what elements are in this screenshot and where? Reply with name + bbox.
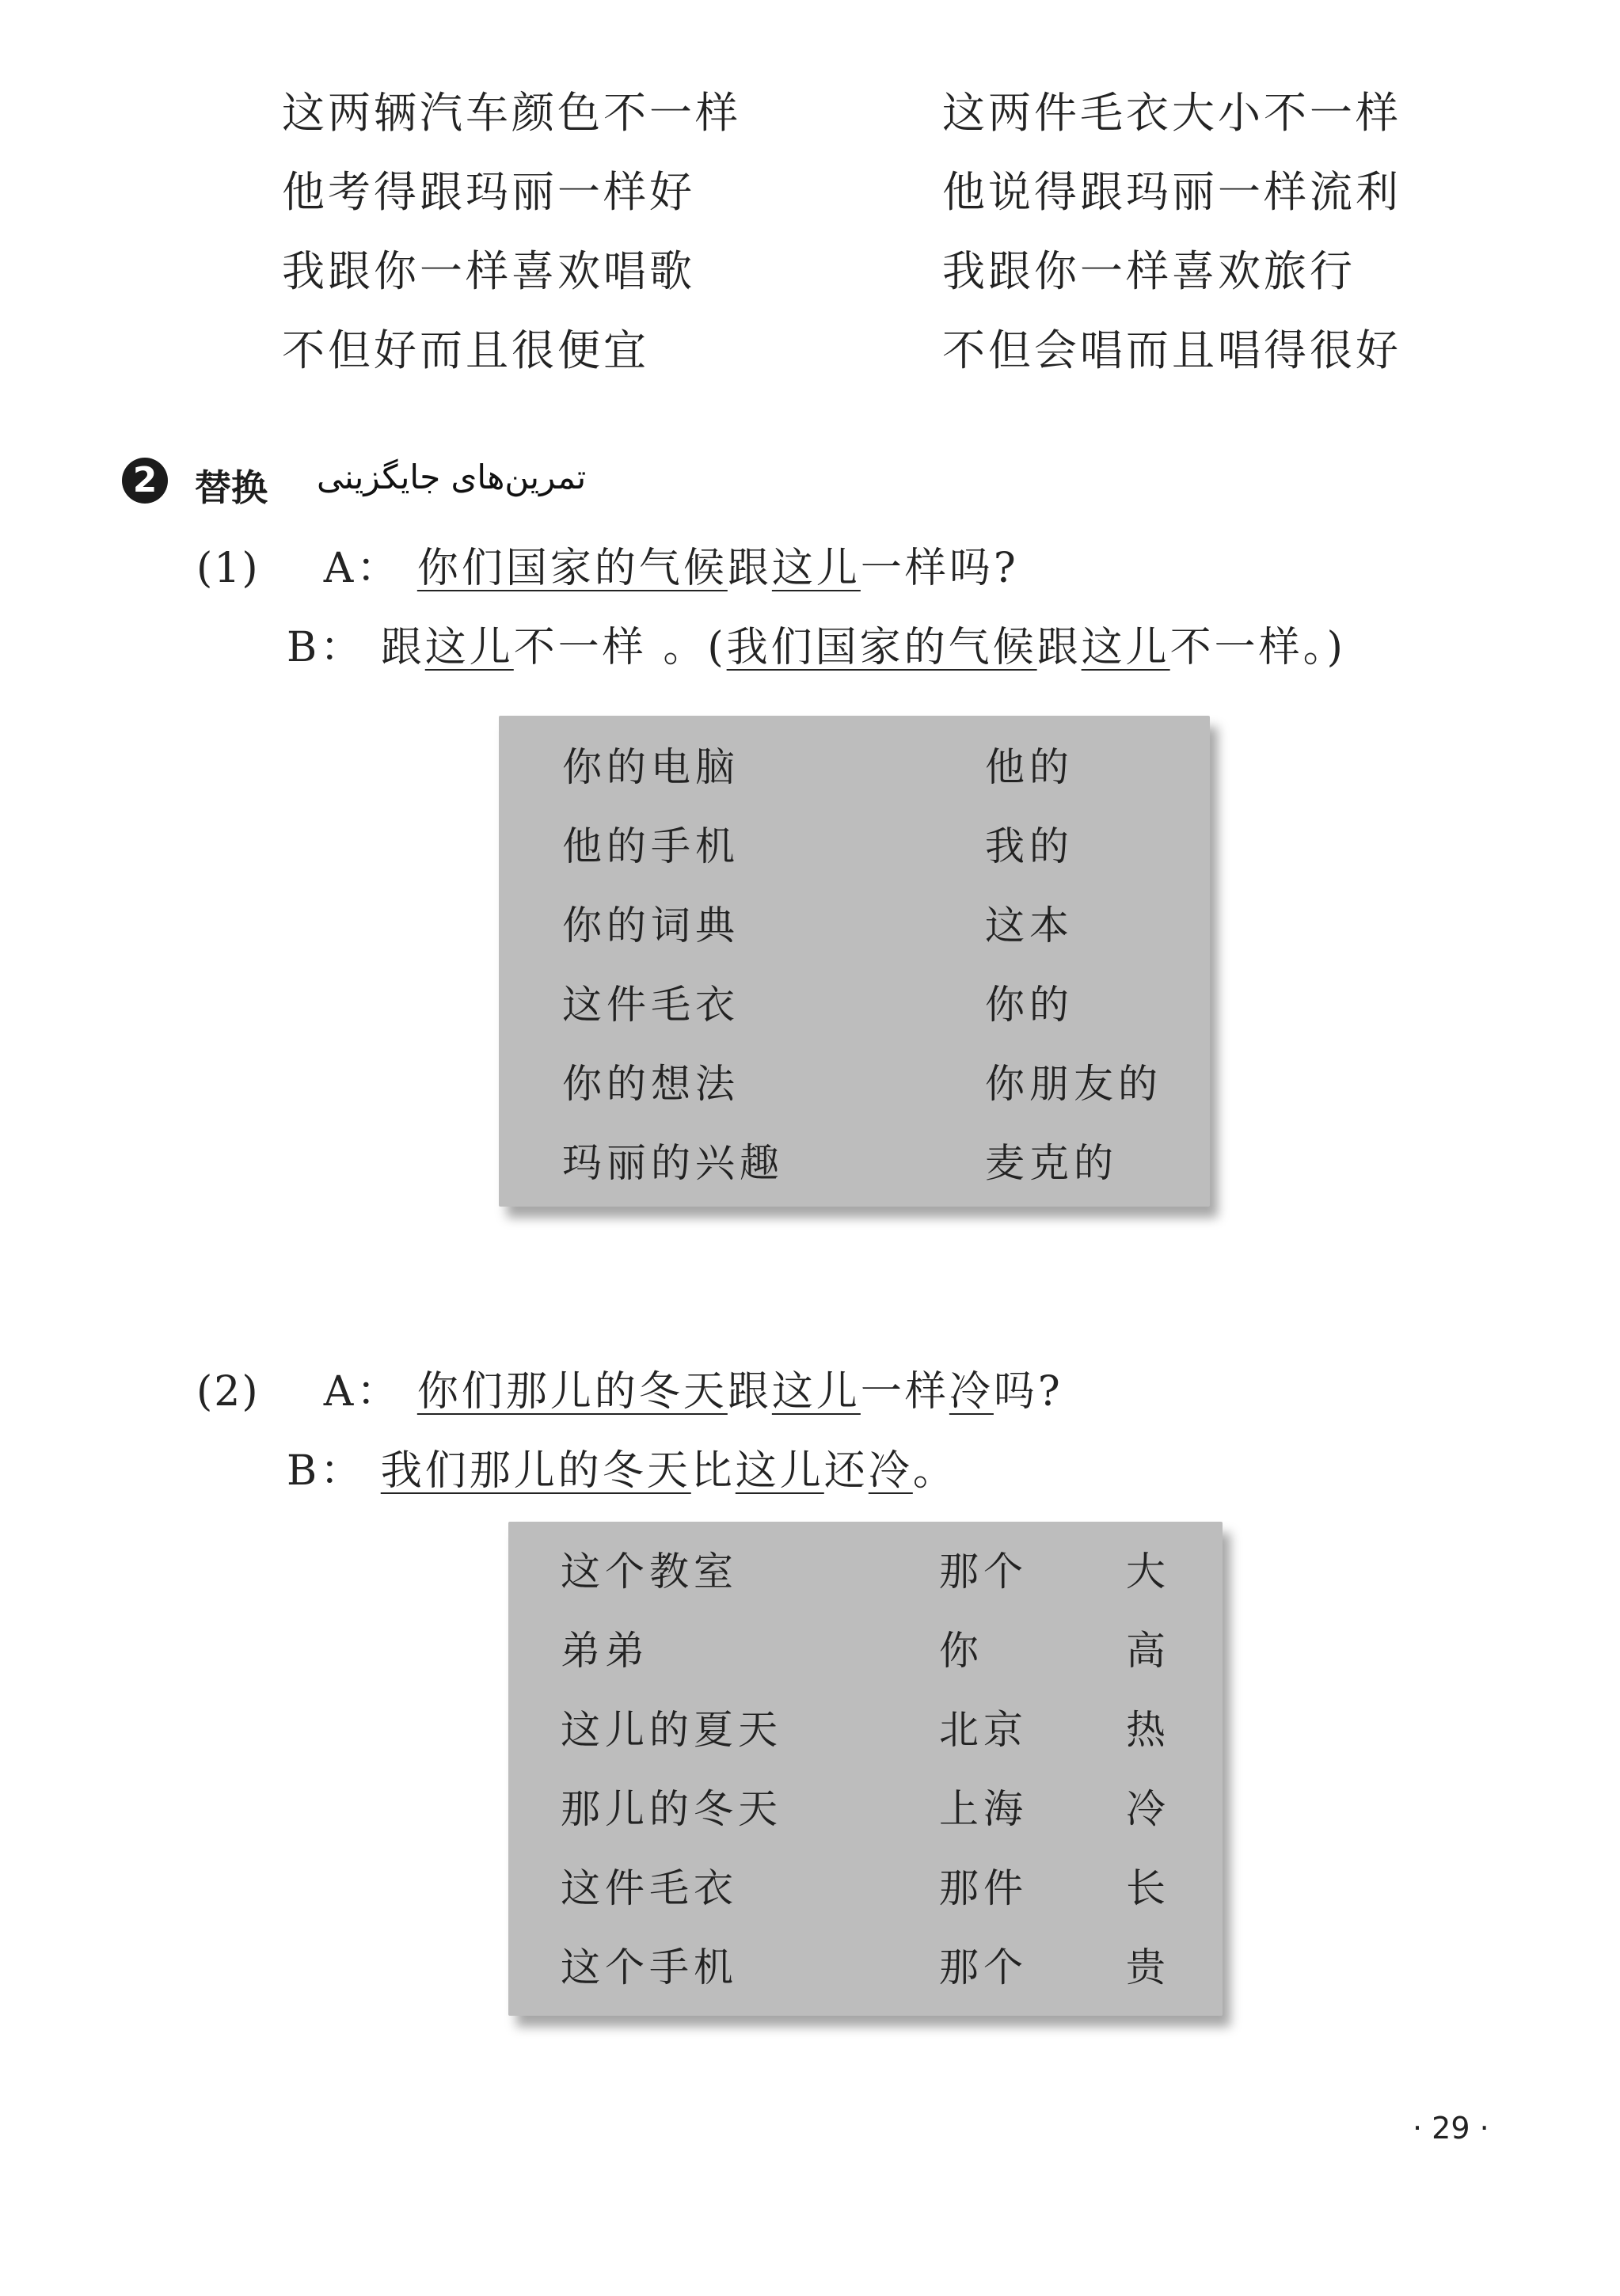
phrase-left-3: 我跟你一样喜欢唱歌 (282, 246, 695, 296)
exercise2-substitution-box (508, 1522, 1223, 2016)
slot-compare: 这儿 (735, 1447, 824, 1495)
slot-compare: 这儿 (771, 1368, 861, 1416)
ex1-row3-col1: 你的词典 (562, 903, 740, 948)
text-fragment: 不一样。) (1169, 624, 1346, 671)
speaker-a: A： (323, 1368, 401, 1416)
ex1-row4-col1: 这件毛衣 (562, 982, 740, 1028)
ex2-row6-col1: 这个手机 (561, 1944, 738, 1990)
slot-subject: 你们国家的气候 (416, 545, 728, 592)
ex1-row6-col1: 玛丽的兴趣 (562, 1140, 784, 1186)
ex2-row6-col2: 那个 (939, 1944, 1028, 1990)
ex1-row1-col1: 你的电脑 (562, 744, 740, 790)
ex2-row1-col2: 那个 (939, 1549, 1028, 1595)
ex1-row5-col2: 你朋友的 (985, 1061, 1162, 1107)
text-fragment: 吗? (993, 1368, 1063, 1416)
ex1-row6-col2: 麦克的 (985, 1140, 1118, 1186)
ex2-row5-col3: 长 (1126, 1865, 1170, 1911)
speaker-b: B： (287, 624, 365, 671)
ex1-row4-col2: 你的 (985, 982, 1074, 1028)
ex2-row1-col3: 大 (1126, 1549, 1170, 1595)
exercise1-line-a (196, 545, 1019, 592)
phrase-right-3: 我跟你一样喜欢旅行 (942, 246, 1356, 296)
exercise1-substitution-box (499, 716, 1210, 1207)
ex2-row5-col1: 这件毛衣 (561, 1865, 738, 1911)
ex2-row3-col3: 热 (1126, 1707, 1170, 1753)
page-number: · 29 · (1413, 2111, 1489, 2146)
phrase-right-1: 这两件毛衣大小不一样 (942, 88, 1401, 138)
exercise2-line-b (287, 1447, 957, 1495)
ex1-row1-col2: 他的 (985, 744, 1074, 790)
slot-compare: 这儿 (771, 545, 861, 592)
exercise2-line-a (196, 1368, 1063, 1416)
phrase-left-4: 不但好而且很便宜 (282, 325, 649, 375)
phrase-left-2: 他考得跟玛丽一样好 (282, 167, 695, 217)
ex2-row2-col3: 高 (1126, 1628, 1170, 1674)
text-fragment: 还 (823, 1447, 869, 1495)
ex2-row4-col1: 那儿的冬天 (561, 1786, 782, 1832)
text-fragment: 。( (646, 624, 727, 671)
speaker-a: A： (323, 545, 401, 592)
slot-subject: 你们那儿的冬天 (416, 1368, 728, 1416)
slot-compare: 这儿 (1081, 624, 1170, 671)
text-fragment: 比 (690, 1447, 736, 1495)
ex1-row3-col2: 这本 (985, 903, 1074, 948)
slot-compare: 这儿 (424, 624, 514, 671)
ex2-row1-col1: 这个教室 (561, 1549, 738, 1595)
phrase-left-1: 这两辆汽车颜色不一样 (282, 88, 741, 138)
text-fragment: 。 (912, 1447, 957, 1495)
section-number-badge: 2 (122, 458, 168, 504)
ex2-row4-col2: 上海 (939, 1786, 1028, 1832)
ex2-row3-col2: 北京 (939, 1707, 1028, 1753)
text-fragment: 不一样 (513, 624, 647, 671)
phrase-right-2: 他说得跟玛丽一样流利 (942, 167, 1401, 217)
phrase-right-4: 不但会唱而且唱得很好 (942, 325, 1401, 375)
text-fragment: 一样吗? (860, 545, 1019, 592)
text-fragment: 跟 (727, 545, 772, 592)
ex1-row2-col1: 他的手机 (562, 823, 740, 869)
ex2-row4-col3: 冷 (1126, 1786, 1170, 1832)
ex1-row5-col1: 你的想法 (562, 1061, 740, 1107)
speaker-b: B： (287, 1447, 365, 1495)
exercise1-label: (1) (196, 545, 260, 592)
ex2-row6-col3: 贵 (1126, 1944, 1170, 1990)
section-subtitle-fa: تمرین‌های جایگزینی (317, 458, 587, 496)
exercise2-label: (2) (196, 1368, 260, 1416)
slot-adjective: 冷 (949, 1368, 994, 1416)
text-fragment: 跟 (1036, 624, 1082, 671)
ex2-row5-col2: 那件 (939, 1865, 1028, 1911)
ex1-row2-col2: 我的 (985, 823, 1074, 869)
text-fragment: 跟 (727, 1368, 772, 1416)
slot-subject: 我们那儿的冬天 (380, 1447, 691, 1495)
section-title: 替换 (195, 466, 268, 509)
slot-subject: 我们国家的气候 (726, 624, 1037, 671)
ex2-row2-col1: 弟弟 (561, 1628, 649, 1674)
text-fragment: 一样 (860, 1368, 949, 1416)
ex2-row3-col1: 这儿的夏天 (561, 1707, 782, 1753)
ex2-row2-col2: 你 (939, 1628, 983, 1674)
text-fragment: 跟 (380, 624, 425, 671)
exercise1-line-b (287, 624, 1346, 671)
slot-adjective: 冷 (868, 1447, 913, 1495)
